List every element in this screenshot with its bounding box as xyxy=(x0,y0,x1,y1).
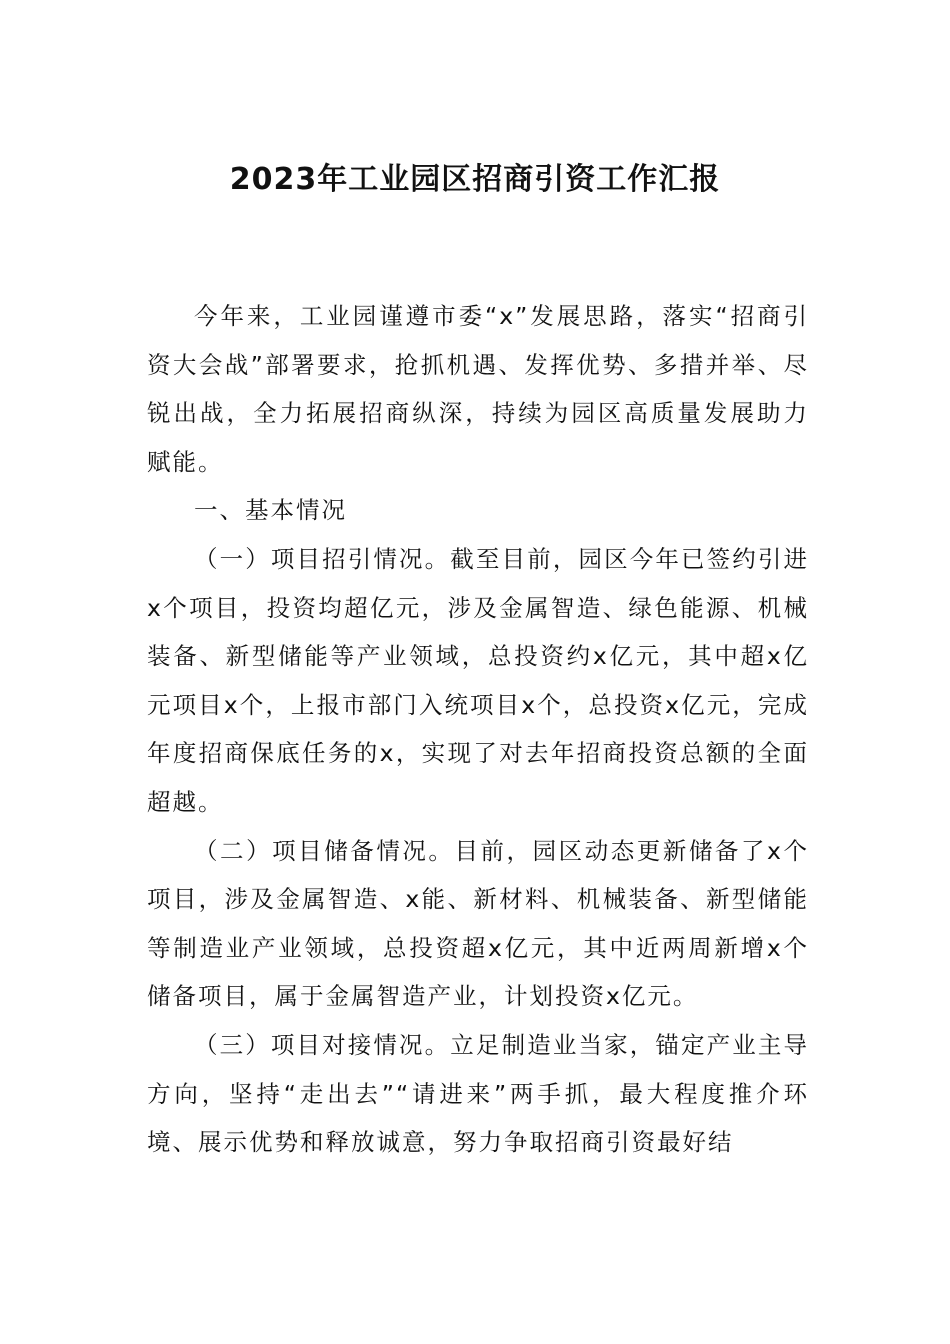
paragraph-project-reserve: （二）项目储备情况。目前，园区动态更新储备了x个项目，涉及金属智造、x能、新材料、机械装备、新型储能等制造业产业领域，总投资超x亿元，其中近两周新增x个储备项目，属于金属智造产业，计划投资x亿元。 xyxy=(147,836,809,1011)
paragraph-project-attraction: （一）项目招引情况。截至目前，园区今年已签约引进x个项目，投资均超亿元，涉及金属智造、绿色能源、机械装备、新型储能等产业领域，总投资约x亿元，其中超x亿元项目x个，上报市部门入统项目x个，总投资x亿元，完成年度招商保底任务的x，实现了对去年招商投资总额的全面超越。 xyxy=(147,544,809,816)
section-heading-basic-situation: 一、基本情况 xyxy=(194,496,347,525)
paragraph-project-docking: （三）项目对接情况。立足制造业当家，锚定产业主导方向，坚持“走出去”“请进来”两手抓，最大程度推介环境、展示优势和释放诚意，努力争取招商引资最好结 xyxy=(147,1030,809,1157)
document-body xyxy=(147,292,809,1167)
intro-paragraph: 今年来，工业园谨遵市委“x”发展思路，落实“招商引资大会战”部署要求，抢抓机遇、发挥优势、多措并举、尽锐出战，全力拓展招商纵深，持续为园区高质量发展助力赋能。 xyxy=(147,302,809,476)
document-title: 2023年工业园区招商引资工作汇报 xyxy=(229,162,721,197)
